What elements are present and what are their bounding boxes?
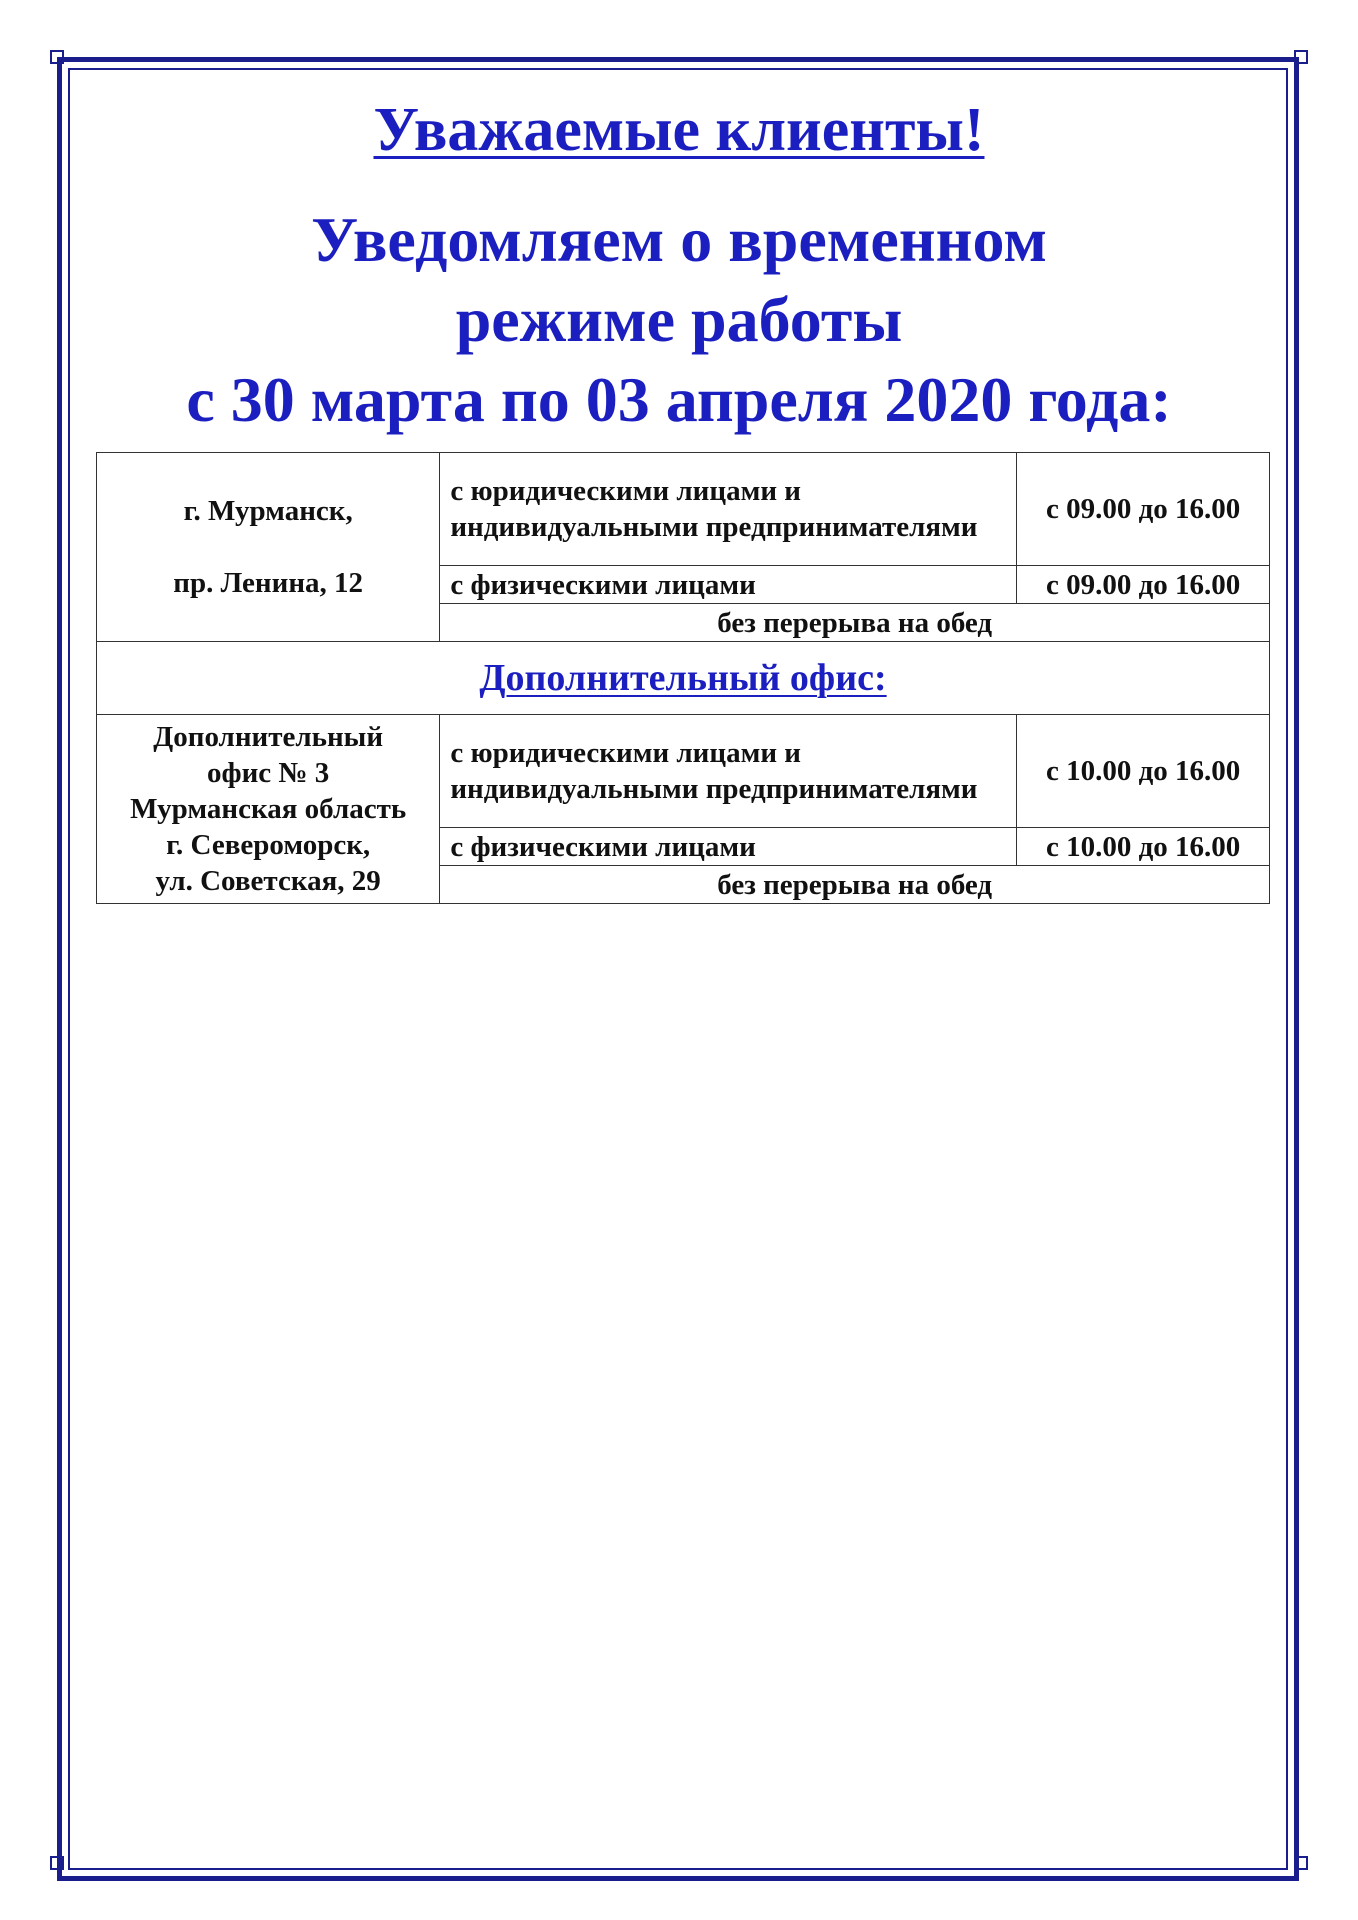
border-corner-ornament [50, 50, 64, 64]
notice-line: Уведомляем о временном [311, 204, 1047, 275]
greeting-heading [0, 94, 1358, 166]
address-line: офис № 3 [207, 757, 330, 789]
address-line: ул. Советская, 29 [155, 865, 381, 897]
hours-cell: с 10.00 до 16.00 [1017, 715, 1270, 828]
additional-office-address [97, 715, 440, 904]
hours-cell: с 10.00 до 16.00 [1017, 828, 1270, 866]
border-corner-ornament [50, 1856, 64, 1870]
client-type-cell: с физическими лицами [440, 828, 1017, 866]
break-note: без перерыва на обед [440, 866, 1270, 904]
notice-heading [0, 200, 1358, 440]
address-line: Дополнительный [153, 721, 384, 753]
schedule-table [96, 452, 1270, 904]
notice-line: с 30 марта по 03 апреля 2020 года: [186, 364, 1172, 435]
client-type-cell: с юридическими лицами и индивидуальными предпринимателями [440, 715, 1017, 828]
section-title-cell [97, 642, 1270, 715]
section-title: Дополнительный офис: [479, 657, 887, 699]
address-line: пр. Ленина, 12 [173, 567, 364, 599]
table-row [97, 642, 1270, 715]
break-note: без перерыва на обед [440, 604, 1270, 642]
notice-line: режиме работы [455, 284, 903, 355]
hours-cell: с 09.00 до 16.00 [1017, 453, 1270, 566]
border-corner-ornament [1294, 1856, 1308, 1870]
hours-cell: с 09.00 до 16.00 [1017, 566, 1270, 604]
address-line: г. Североморск, [166, 829, 371, 861]
border-corner-ornament [1294, 50, 1308, 64]
greeting-text: Уважаемые клиенты! [373, 96, 985, 164]
client-type-cell: с физическими лицами [440, 566, 1017, 604]
main-office-address [97, 453, 440, 642]
address-line: Мурманская область [130, 793, 407, 825]
table-row [97, 453, 1270, 566]
table-row [97, 715, 1270, 828]
client-type-cell: с юридическими лицами и индивидуальными предпринимателями [440, 453, 1017, 566]
address-line: г. Мурманск, [183, 495, 353, 527]
